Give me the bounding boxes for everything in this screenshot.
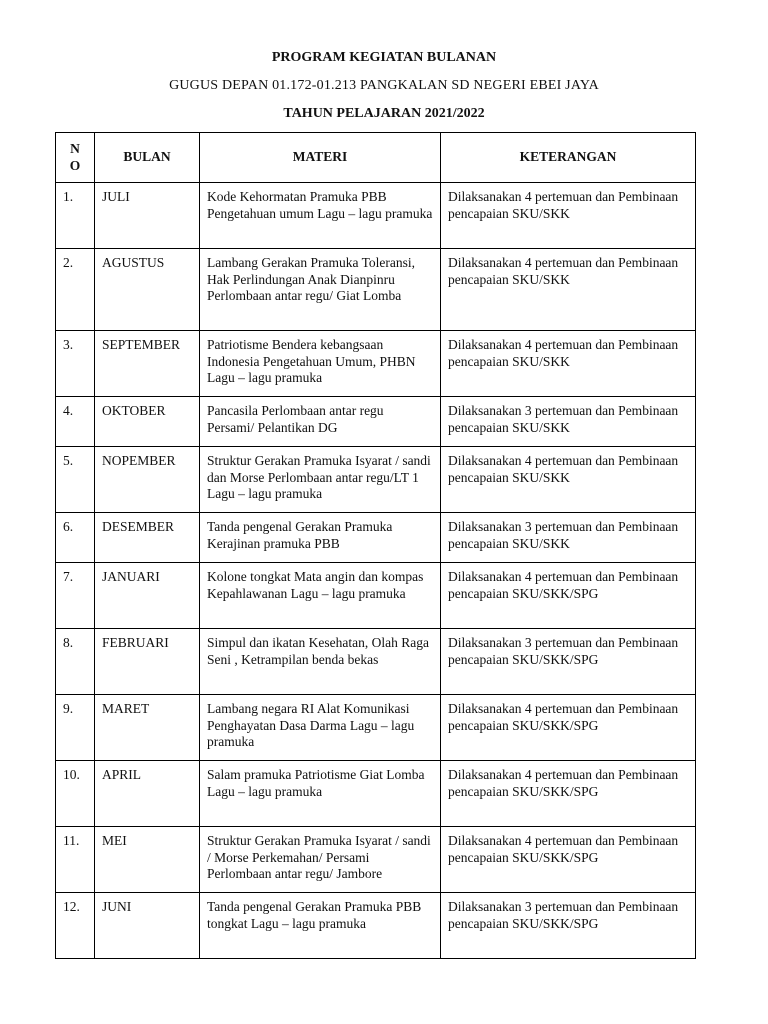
row-no: 2. (56, 249, 95, 331)
row-no: 12. (56, 893, 95, 959)
header-keterangan: KETERANGAN (441, 133, 696, 183)
header-no: N O (56, 133, 95, 183)
table-row (56, 513, 696, 563)
table-row (56, 695, 696, 761)
row-bulan: MEI (95, 827, 200, 893)
row-no: 6. (56, 513, 95, 563)
row-no: 3. (56, 331, 95, 397)
row-bulan: APRIL (95, 761, 200, 827)
table-row (56, 249, 696, 331)
table-row (56, 183, 696, 249)
row-keterangan: Dilaksanakan 3 pertemuan dan Pembinaan pencapaian SKU/SKK (441, 397, 696, 447)
row-materi: Patriotisme Bendera kebangsaan Indonesia Pengetahuan Umum, PHBN Lagu – lagu pramuka (200, 331, 441, 397)
row-keterangan: Dilaksanakan 4 pertemuan dan Pembinaan pencapaian SKU/SKK (441, 447, 696, 513)
row-no: 5. (56, 447, 95, 513)
header-materi: MATERI (200, 133, 441, 183)
row-bulan: NOPEMBER (95, 447, 200, 513)
row-bulan: FEBRUARI (95, 629, 200, 695)
table-row (56, 397, 696, 447)
table-row (56, 761, 696, 827)
row-keterangan: Dilaksanakan 3 pertemuan dan Pembinaan pencapaian SKU/SKK/SPG (441, 629, 696, 695)
table-row (56, 331, 696, 397)
table-row (56, 563, 696, 629)
activity-table (55, 132, 696, 959)
row-keterangan: Dilaksanakan 4 pertemuan dan Pembinaan pencapaian SKU/SKK (441, 331, 696, 397)
document-subtitle: GUGUS DEPAN 01.172-01.213 PANGKALAN SD NEGERI EBEI JAYA (169, 78, 599, 93)
row-bulan: DESEMBER (95, 513, 200, 563)
row-no: 4. (56, 397, 95, 447)
row-bulan: JUNI (95, 893, 200, 959)
row-materi: Kode Kehormatan Pramuka PBB Pengetahuan umum Lagu – lagu pramuka (200, 183, 441, 249)
document-title: PROGRAM KEGIATAN BULANAN (271, 50, 497, 65)
row-bulan: JANUARI (95, 563, 200, 629)
row-no: 11. (56, 827, 95, 893)
row-no: 10. (56, 761, 95, 827)
row-materi: Tanda pengenal Gerakan Pramuka Kerajinan pramuka PBB (200, 513, 441, 563)
row-materi: Lambang Gerakan Pramuka Toleransi, Hak Perlindungan Anak Dianpinru Perlombaan antar regu/ Giat Lomba (200, 249, 441, 331)
row-keterangan: Dilaksanakan 4 pertemuan dan Pembinaan pencapaian SKU/SKK/SPG (441, 695, 696, 761)
table-header-row (56, 133, 696, 183)
row-keterangan: Dilaksanakan 4 pertemuan dan Pembinaan pencapaian SKU/SKK/SPG (441, 827, 696, 893)
table-row (56, 893, 696, 959)
row-bulan: SEPTEMBER (95, 331, 200, 397)
row-bulan: AGUSTUS (95, 249, 200, 331)
row-bulan: JULI (95, 183, 200, 249)
row-materi: Pancasila Perlombaan antar regu Persami/ Pelantikan DG (200, 397, 441, 447)
row-materi: Struktur Gerakan Pramuka Isyarat / sandi / Morse Perkemahan/ Persami Perlombaan antar regu/ Jambore (200, 827, 441, 893)
row-materi: Struktur Gerakan Pramuka Isyarat / sandi dan Morse Perlombaan antar regu/LT 1 Lagu – lagu pramuka (200, 447, 441, 513)
row-keterangan: Dilaksanakan 3 pertemuan dan Pembinaan pencapaian SKU/SKK/SPG (441, 893, 696, 959)
row-materi: Simpul dan ikatan Kesehatan, Olah Raga Seni , Ketrampilan benda bekas (200, 629, 441, 695)
academic-year: TAHUN PELAJARAN 2021/2022 (283, 106, 485, 121)
table-row (56, 629, 696, 695)
row-keterangan: Dilaksanakan 4 pertemuan dan Pembinaan pencapaian SKU/SKK (441, 183, 696, 249)
row-no: 1. (56, 183, 95, 249)
row-no: 7. (56, 563, 95, 629)
row-bulan: OKTOBER (95, 397, 200, 447)
row-materi: Kolone tongkat Mata angin dan kompas Kepahlawanan Lagu – lagu pramuka (200, 563, 441, 629)
row-no: 9. (56, 695, 95, 761)
row-keterangan: Dilaksanakan 3 pertemuan dan Pembinaan pencapaian SKU/SKK (441, 513, 696, 563)
header-bulan: BULAN (95, 133, 200, 183)
row-bulan: MARET (95, 695, 200, 761)
table-row (56, 827, 696, 893)
row-materi: Tanda pengenal Gerakan Pramuka PBB tongkat Lagu – lagu pramuka (200, 893, 441, 959)
row-keterangan: Dilaksanakan 4 pertemuan dan Pembinaan pencapaian SKU/SKK/SPG (441, 761, 696, 827)
row-materi: Lambang negara RI Alat Komunikasi Penghayatan Dasa Darma Lagu – lagu pramuka (200, 695, 441, 761)
row-keterangan: Dilaksanakan 4 pertemuan dan Pembinaan pencapaian SKU/SKK/SPG (441, 563, 696, 629)
row-keterangan: Dilaksanakan 4 pertemuan dan Pembinaan pencapaian SKU/SKK (441, 249, 696, 331)
row-materi: Salam pramuka Patriotisme Giat Lomba Lagu – lagu pramuka (200, 761, 441, 827)
table-row (56, 447, 696, 513)
row-no: 8. (56, 629, 95, 695)
